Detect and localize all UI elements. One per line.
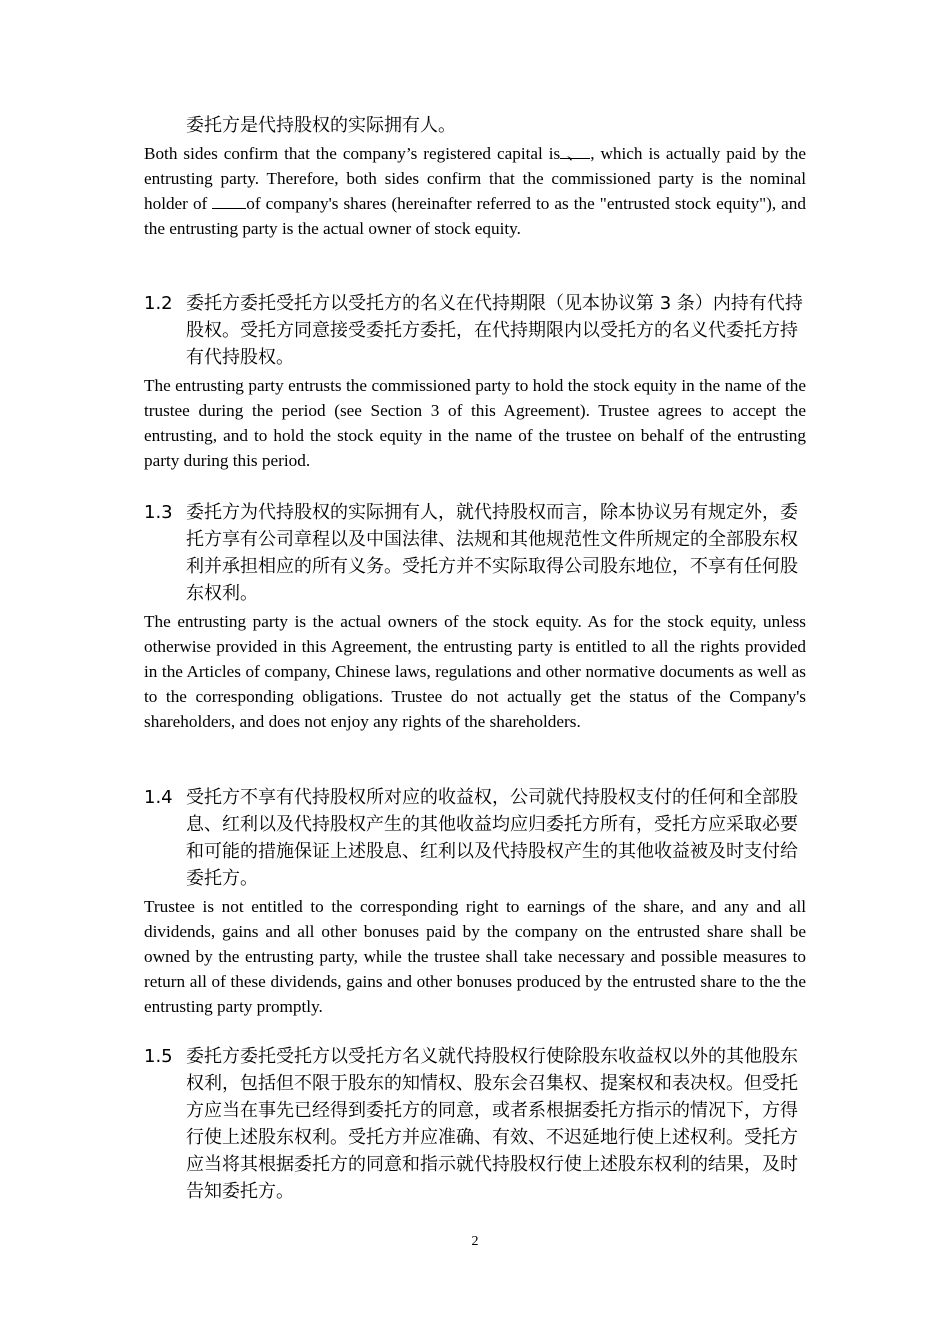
section-en-text: Trustee is not entitled to the corresponding right to earnings of the share, and any and all dividends, gains and all other bonuses paid by the company on the entrusted share shall be owned by the entrusting party, while the trustee shall take necessary and possible measures to return all of these dividends, gains and other bonuses produced by the entrusted share to the the entrusting party promptly. — [144, 897, 806, 1016]
section-1-5 — [144, 1043, 806, 1205]
section-number: 1.5 — [144, 1046, 173, 1067]
section-zh-text: 委托方委托受托方以受托方名义就代持股权行使除股东收益权以外的其他股东权利，包括但不限于股东的知情权、股东会召集权、提案权和表决权。但受托方应当在事先已经得到委托方的同意，或者系根据委托方指示的情况下，方得行使上述股东权利。受托方并应准确、有效、不迟延地行使上述权利。受托方应当将其根据委托方的同意和指示就代持股权行使上述股东权利的结果，及时告知委托方。 — [186, 1046, 798, 1202]
section-en-text: The entrusting party is the actual owners of the stock equity. As for the stock equity, unless otherwise provided in this Agreement, the entrusting party is entitled to all the rights provided in the Articles of company, Chinese laws, regulations and other normative documents as well as to the corresponding obligations. Trustee do not actually get the status of the Company's shareholders, and does not enjoy any rights of the shareholders. — [144, 612, 806, 731]
section-en-text: The entrusting party entrusts the commissioned party to hold the stock equity in the name of the trustee during the period (see Section 3 of this Agreement). Trustee agrees to accept the entrusting, and to hold the stock equity in the name of the trustee on behalf of the entrusting party during this period. — [144, 376, 806, 470]
section-zh-text: 委托方委托受托方以受托方的名义在代持期限（见本协议第 3 条）内持有代持股权。受托方同意接受委托方委托，在代持期限内以受托方的名义代委托方持有代持股权。 — [186, 293, 803, 368]
intro-zh: 委托方是代持股权的实际拥有人。 — [186, 115, 456, 136]
share-blank — [212, 191, 246, 209]
section-zh — [144, 1043, 806, 1205]
intro-en: Both sides confirm that the company’s registered capital is 、 , which is actually paid by the entrusting party. Therefore, both sides confirm that the commissioned party is the nominal holder of of company's shares (hereinafter referred to as the "entrusted stock equity"), and the entrusting party is the actual owner of stock equity. — [144, 141, 806, 241]
section-zh-text: 委托方为代持股权的实际拥有人，就代持股权而言，除本协议另有规定外，委托方享有公司章程以及中国法律、法规和其他规范性文件所规定的全部股东权利并承担相应的所有义务。受托方并不实际取得公司股东地位，不享有任何股东权利。 — [186, 502, 798, 604]
section-1-4 — [144, 784, 806, 1019]
capital-blank: 、 — [560, 141, 590, 159]
section-number: 1.2 — [144, 293, 173, 314]
page-number: 2 — [471, 1234, 479, 1249]
section-1-3 — [144, 499, 806, 734]
section-zh — [144, 290, 806, 371]
intro-block — [144, 112, 806, 241]
section-zh — [144, 499, 806, 607]
section-number: 1.4 — [144, 787, 173, 808]
section-number: 1.3 — [144, 502, 173, 523]
section-zh — [144, 784, 806, 892]
section-1-2 — [144, 290, 806, 473]
section-zh-text: 受托方不享有代持股权所对应的收益权，公司就代持股权支付的任何和全部股息、红利以及代持股权产生的其他收益均应归委托方所有，受托方应采取必要和可能的措施保证上述股息、红利以及代持股权产生的其他收益被及时支付给委托方。 — [186, 787, 798, 889]
